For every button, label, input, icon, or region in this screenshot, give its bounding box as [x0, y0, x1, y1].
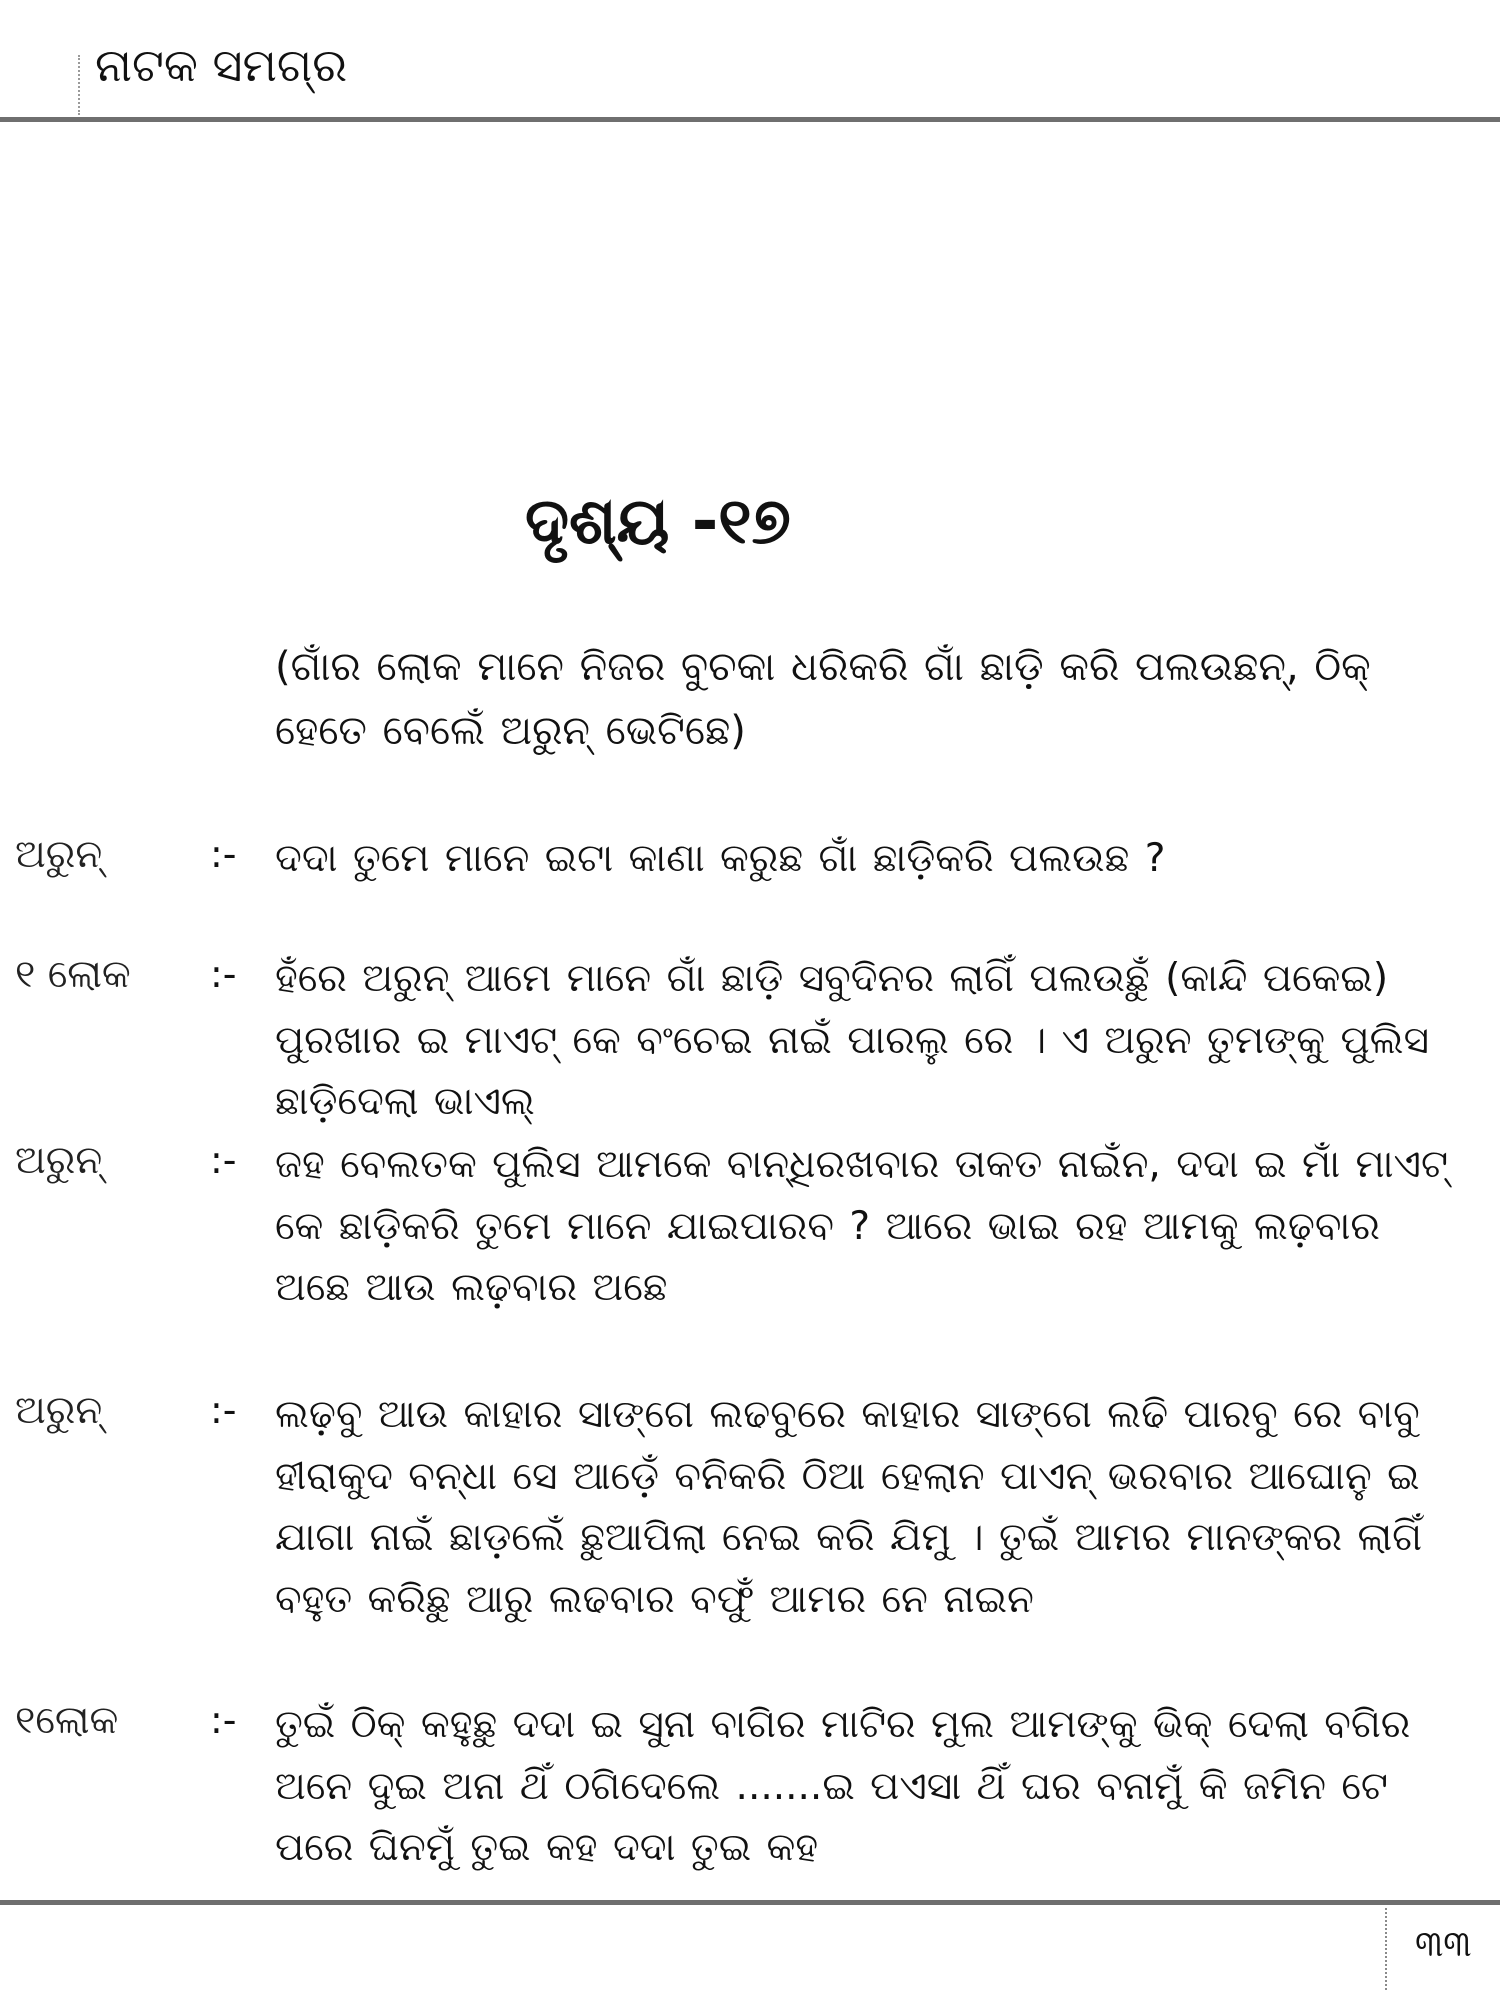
dialogue-text: ଦଦା ତୁମେ ମାନେ ଇଟା କାଣା କରୁଛ ଗାଁ ଛାଡ଼ିକରି ପଲଉଛ ?: [275, 836, 1166, 881]
dialogue-entry: [0, 828, 1500, 881]
speaker-name: ୧ଲୋକ: [15, 1698, 119, 1743]
dialogue-entry: [0, 1694, 1500, 1871]
speaker-name: ଅରୁନ୍: [15, 1138, 103, 1183]
dialogue-entry: [0, 948, 1500, 1125]
speaker-separator: :-: [210, 1138, 237, 1182]
speaker-separator: :-: [210, 1388, 237, 1432]
dialogue-text: ହଁରେ ଅରୁନ୍ ଆମେ ମାନେ ଗାଁ ଛାଡ଼ି ସବୁଦିନର ଲାଗିଁ ପଲଉଛୁଁ (କାନ୍ଦି ପକେଇ) ପୁରଖାର ଇ ମାଏଟ୍ କେ ବଂଚେଇ ନାଇଁ ପାରଲୁ ରେ । ଏ ଅରୁନ ତୁମଙ୍କୁ ପୁଲିସ ଛାଡ଼ିଦେଲା ଭାଏଲ୍: [275, 956, 1430, 1125]
page-number: ୩୩: [1415, 1924, 1472, 1965]
footer-rule: [0, 1900, 1500, 1905]
speaker-separator: :-: [210, 832, 237, 876]
speaker-name: ଅରୁନ୍: [15, 1388, 103, 1433]
dialogue-entry: [0, 1134, 1500, 1311]
speaker-separator: :-: [210, 1698, 237, 1742]
dialogue-text: ଜହ ବେଲତକ ପୁଲିସ ଆମକେ ବାନ୍ଧିରଖବାର ତାକତ ନାଇଁନ, ଦଦା ଇ ମାଁ ମାଏଟ୍ କେ ଛାଡ଼ିକରି ତୁମେ ମାନେ ଯାଇପାରବ ? ଆରେ ଭାଇ ରହ ଆମକୁ ଲଢ଼ବାର ଅଛେ ଆଉ ଲଢ଼ବାର ଅଛେ: [275, 1142, 1448, 1311]
scene-heading: ଦୃଶ୍ୟ -୧୭: [525, 485, 791, 559]
header-rule: [0, 117, 1500, 122]
speaker-name: ୧ ଲୋକ: [15, 952, 131, 997]
book-title: ନାଟକ ସମଗ୍ର: [95, 38, 348, 92]
dialogue-text: ତୁଇଁ ଠିକ୍ କହୁଛୁ ଦଦା ଇ ସୁନା ବାଗିର ମାଟିର ମୁଲ ଆମଙ୍କୁ ଭିକ୍ ଦେଲା ବଗିର ଅନେ ଦୁଇ ଅନା ଥିଁ ଠଗିଦେଲେ .......ଇ ପଏସା ଥିଁ ଘର ବନାମୁଁ କି ଜମିନ ଟେ ପରେ ଘିନମୁଁ ତୁଇ କହ ଦଦା ତୁଇ କହ: [275, 1702, 1411, 1871]
speaker-separator: :-: [210, 952, 237, 996]
speaker-name: ଅରୁନ୍: [15, 832, 103, 877]
footer-margin-marker: [1385, 1908, 1389, 1990]
stage-direction: (ଗାଁର ଲୋକ ମାନେ ନିଜର ବୁଚକା ଧରିକରି ଗାଁ ଛାଡ଼ି କରି ପଲଉଛନ୍, ଠିକ୍ ହେତେ ବେଲେଁ ଅରୁନ୍ ଭେଟିଛେ): [275, 644, 1371, 754]
dialogue-text: ଲଢ଼ବୁ ଆଉ କାହାର ସାଙ୍ଗେ ଲଢବୁରେ କାହାର ସାଙ୍ଗେ ଲଢି ପାରବୁ ରେ ବାବୁ ହୀରାକୁଦ ବନ୍ଧା ସେ ଆଡ଼େଁ ବନିକରି ଠିଆ ହେଲାନ ପାଏନ୍ ଭରବାର ଆଘୋନୁ ଇ ଯାଗା ନାଇଁ ଛାଡ଼ଲେଁ ଛୁଆପିଲା ନେଇ କରି ଯିମୁ । ତୁଇଁ ଆମର ମାନଙ୍କର ଲାଗିଁ ବହୁତ କରିଛୁ ଆରୁ ଲଢବାର ବଫୁଁ ଆମର ନେ ନାଇନ: [275, 1392, 1423, 1622]
header-margin-marker: [78, 55, 82, 115]
dialogue-entry: [0, 1384, 1500, 1622]
